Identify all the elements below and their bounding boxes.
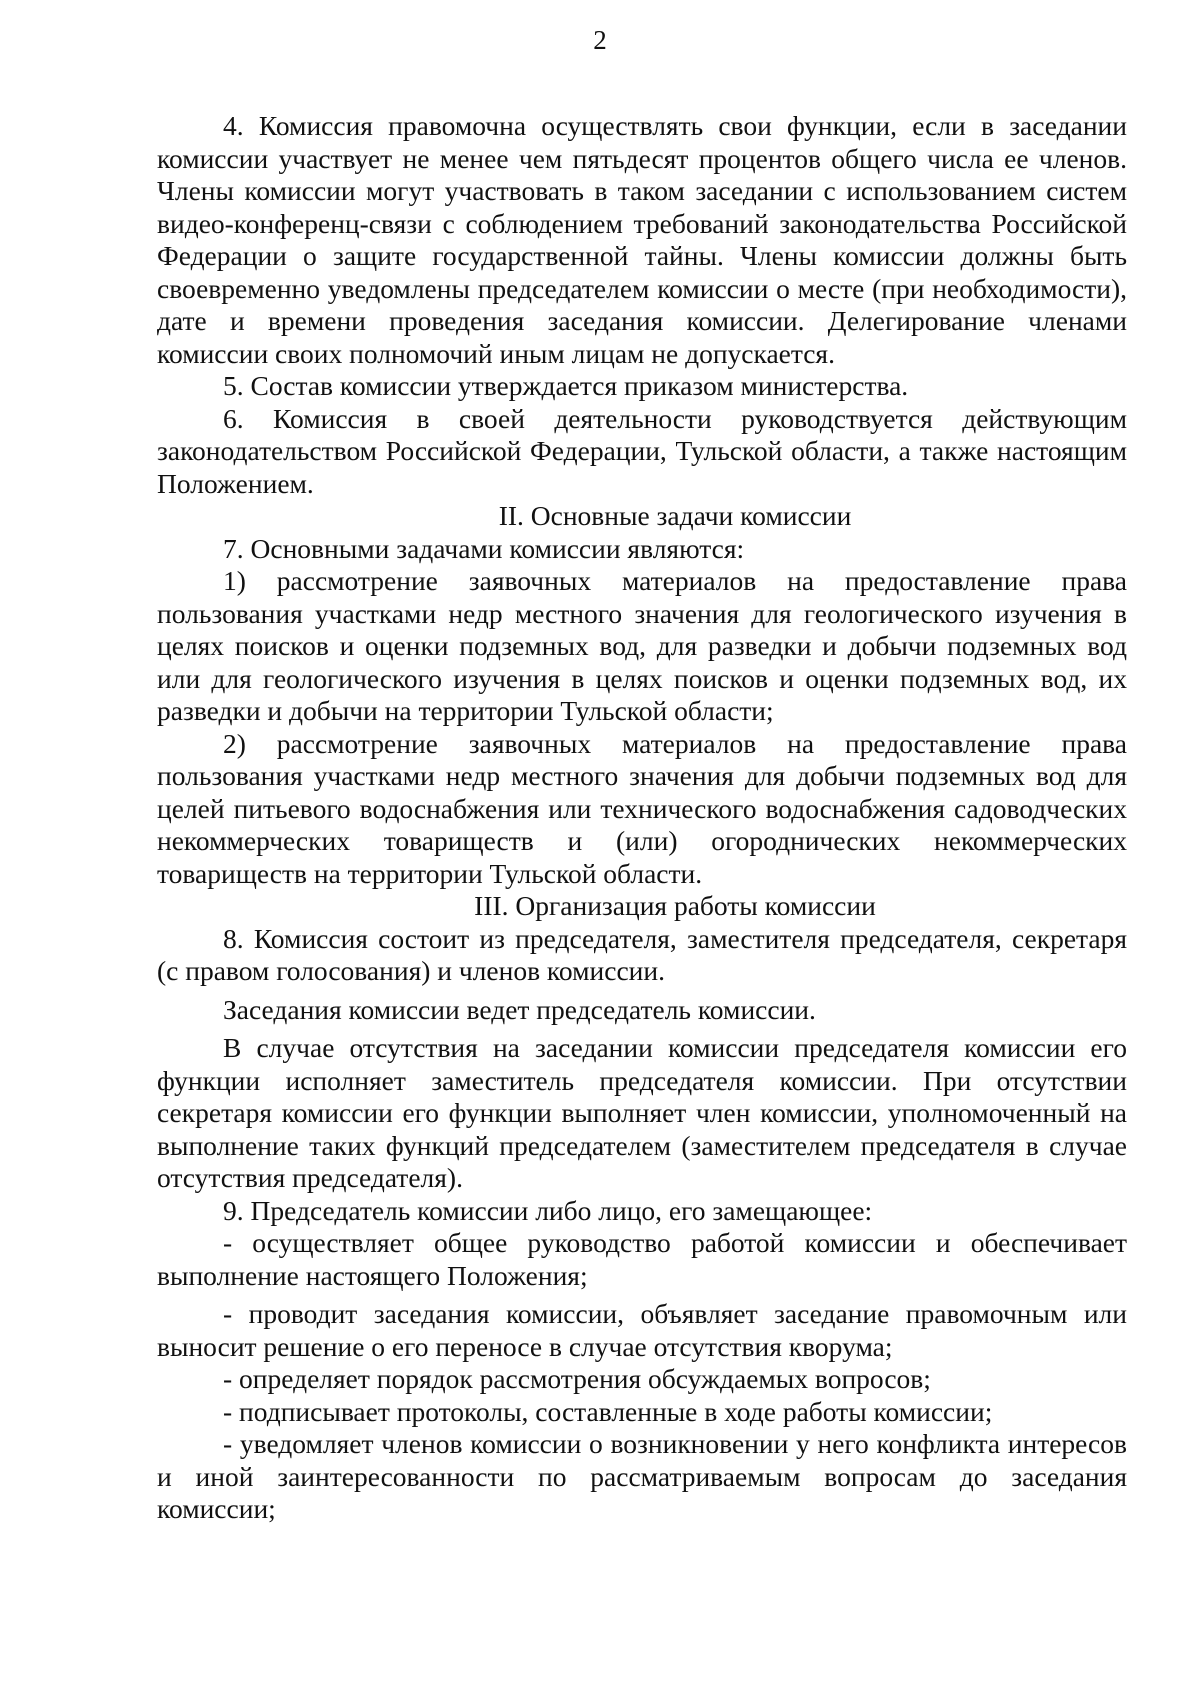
paragraph-9-chair-duties: 9. Председатель комиссии либо лицо, его замещающее: bbox=[223, 1194, 873, 1226]
paragraph-chair-leads: Заседания комиссии ведет председатель комиссии. bbox=[223, 993, 816, 1025]
paragraph-7-tasks: 7. Основными задачами комиссии являются: bbox=[223, 532, 745, 564]
paragraph-5-composition: 5. Состав комиссии утверждается приказом министерства. bbox=[223, 370, 909, 401]
duty-item-1: - осуществляет общее руководство работой комиссии и обеспечивает выполнение настоящего Положения; bbox=[157, 1227, 1127, 1291]
paragraph-6-legislation: 6. Комиссия в своей деятельности руководствуется действующим законодательством Российской Федерации, Тульской области, а также настоящим Положением. bbox=[157, 402, 1127, 499]
page-number: 2 bbox=[593, 25, 607, 55]
duty-item-2: - проводит заседания комиссии, объявляет заседание правомочным или выносит решение о его переносе в случае отсутствия кворума; bbox=[157, 1298, 1127, 1362]
document-body bbox=[157, 110, 1127, 1526]
task-item-1: 1) рассмотрение заявочных материалов на предоставление права пользования участками недр местного значения для геологического изучения в целях поисков и оценки подземных вод, для разведки и добычи подземных вод или для геологического изучения в целях поисков и оценки подземных вод, их разведки и добычи на территории Тульской области; bbox=[157, 565, 1127, 726]
duty-item-5: - уведомляет членов комиссии о возникновении у него конфликта интересов и иной заинтересованности по рассматриваемым вопросам до заседания комиссии; bbox=[157, 1428, 1127, 1524]
paragraph-chair-absence: В случае отсутствия на заседании комиссии председателя комиссии его функции исполняет заместитель председателя комиссии. При отсутствии секретаря комиссии его функции выполняет член комиссии, уполномоченный на выполнение таких функций председателем (заместителем председателя в случае отсутствия председателя). bbox=[157, 1032, 1127, 1193]
paragraph-8-members: 8. Комиссия состоит из председателя, заместителя председателя, секретаря (с правом голосования) и членов комиссии. bbox=[157, 922, 1127, 986]
section-heading-2: II. Основные задачи комиссии bbox=[498, 500, 852, 531]
section-heading-3: III. Организация работы комиссии bbox=[474, 890, 876, 921]
duty-item-4: - подписывает протоколы, составленные в ходе работы комиссии; bbox=[223, 1395, 993, 1427]
task-item-2: 2) рассмотрение заявочных материалов на предоставление права пользования участками недр местного значения для добычи подземных вод для целей питьевого водоснабжения или технического водоснабжения садоводческих некоммерческих товариществ и (или) огороднических некоммерческих товариществ на территории Тульской области. bbox=[157, 727, 1127, 889]
paragraph-4-quorum: 4. Комиссия правомочна осуществлять свои функции, если в заседании комиссии участвует не менее чем пятьдесят процентов общего числа ее членов. Члены комиссии могут участвовать в таком заседании с использованием систем видео-конференц-связи с соблюдением требований законодательства Российской Федерации о защите государственной тайны. Члены комиссии должны быть своевременно уведомлены председателем комиссии о месте (при необходимости), дате и времени проведения заседания комиссии. Делегирование членами комиссии своих полномочий иным лицам не допускается. bbox=[157, 110, 1127, 369]
duty-item-3: - определяет порядок рассмотрения обсуждаемых вопросов; bbox=[223, 1363, 931, 1394]
